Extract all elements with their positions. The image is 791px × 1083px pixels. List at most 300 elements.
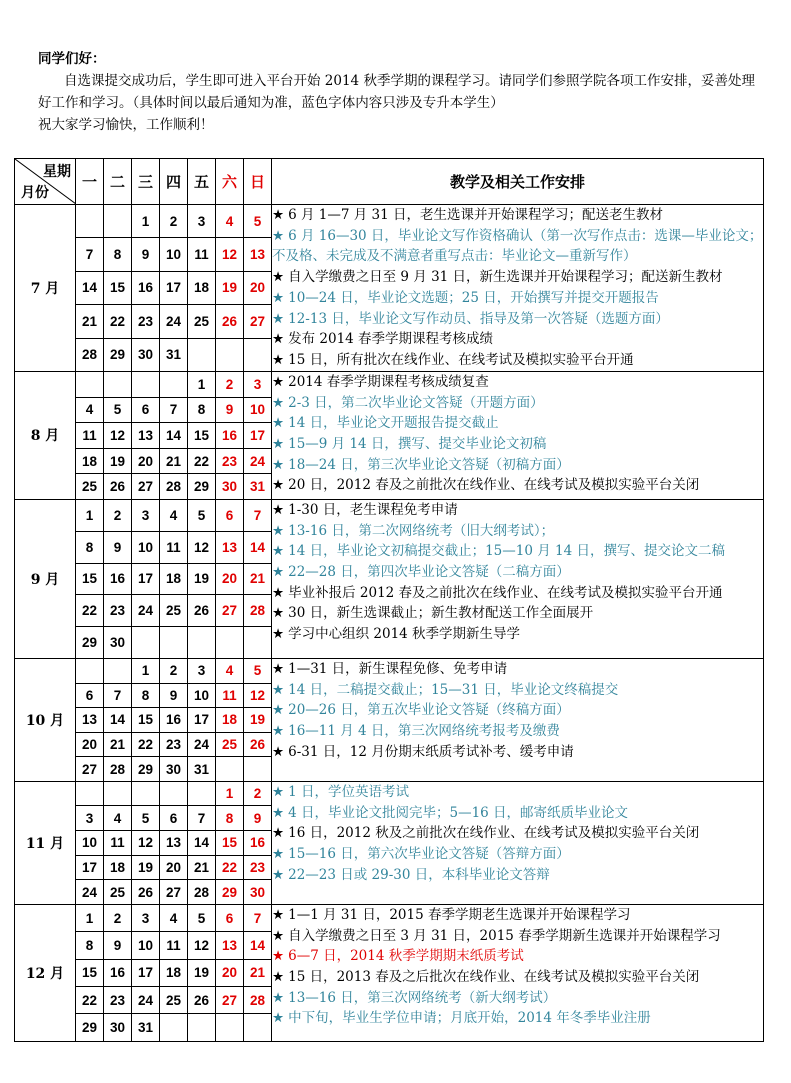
task-text: 6—7 日，2014 秋季学期期末纸质考试 xyxy=(288,948,524,965)
star-icon: ★ xyxy=(272,331,285,348)
day-cell xyxy=(160,371,188,397)
task-text: 2-3 日，第二次毕业论文答疑（开题方面） xyxy=(288,394,544,411)
day-cell: 31 xyxy=(188,757,216,782)
day-cell xyxy=(104,371,132,397)
day-cell: 12 xyxy=(188,531,216,563)
day-cell: 16 xyxy=(216,423,244,449)
day-cell xyxy=(244,1014,272,1041)
day-cell: 4 xyxy=(76,397,104,423)
week-row xyxy=(15,781,764,806)
day-cell: 7 xyxy=(76,238,104,271)
day-cell: 4 xyxy=(216,205,244,238)
day-cell: 11 xyxy=(76,423,104,449)
task-item xyxy=(272,541,763,562)
day-cell: 30 xyxy=(244,880,272,905)
day-cell: 21 xyxy=(76,305,104,338)
star-icon: ★ xyxy=(272,825,285,842)
schedule-table xyxy=(14,158,764,1042)
day-cell: 6 xyxy=(216,904,244,931)
day-cell: 25 xyxy=(160,595,188,627)
task-text: 自入学缴费之日至 3 月 31 日，2015 春季学期新生选课并开始课程学习 xyxy=(288,927,721,944)
day-cell: 10 xyxy=(132,531,160,563)
star-icon: ★ xyxy=(272,681,285,698)
day-cell: 10 xyxy=(132,932,160,959)
day-cell: 9 xyxy=(160,683,188,708)
day-cell: 18 xyxy=(160,563,188,595)
day-cell: 25 xyxy=(104,880,132,905)
day-cell: 31 xyxy=(244,474,272,500)
task-text: 中下旬，毕业生学位申请；月底开始，2014 年冬季毕业注册 xyxy=(288,1010,651,1027)
day-cell: 12 xyxy=(244,683,272,708)
star-icon: ★ xyxy=(272,989,285,1006)
task-text: 14 日，毕业论文初稿提交截止；15—10 月 14 日，撰写、提交论文二稿 xyxy=(288,543,725,560)
day-cell: 17 xyxy=(188,708,216,733)
day-cell xyxy=(160,781,188,806)
day-cell: 20 xyxy=(216,563,244,595)
day-cell: 8 xyxy=(76,531,104,563)
day-cell xyxy=(216,757,244,782)
day-cell: 2 xyxy=(244,781,272,806)
greeting: 同学们好： xyxy=(38,51,106,67)
day-cell: 30 xyxy=(104,627,132,659)
corner-header xyxy=(15,159,76,205)
month-tasks xyxy=(272,499,764,658)
day-cell xyxy=(104,781,132,806)
day-cell xyxy=(160,627,188,659)
task-item xyxy=(272,1008,763,1029)
day-cell: 21 xyxy=(160,448,188,474)
day-cell: 16 xyxy=(104,563,132,595)
month-tasks xyxy=(272,658,764,781)
day-cell: 5 xyxy=(188,499,216,531)
day-cell: 23 xyxy=(216,448,244,474)
task-item xyxy=(272,267,763,288)
task-item xyxy=(272,742,763,763)
star-icon: ★ xyxy=(272,501,285,518)
weekday-header: 一 xyxy=(76,159,104,205)
day-cell: 28 xyxy=(76,338,104,371)
month-tasks xyxy=(272,781,764,904)
day-cell: 26 xyxy=(216,305,244,338)
star-icon: ★ xyxy=(272,351,285,368)
day-cell: 29 xyxy=(188,474,216,500)
day-cell: 27 xyxy=(132,474,160,500)
day-cell: 16 xyxy=(104,959,132,986)
day-cell: 1 xyxy=(76,904,104,931)
star-icon: ★ xyxy=(272,948,285,965)
day-cell: 16 xyxy=(132,271,160,304)
day-cell xyxy=(132,371,160,397)
intro xyxy=(38,48,758,136)
day-cell xyxy=(216,627,244,659)
day-cell: 15 xyxy=(132,708,160,733)
day-cell: 3 xyxy=(76,806,104,831)
day-cell: 18 xyxy=(216,708,244,733)
day-cell: 22 xyxy=(132,732,160,757)
day-cell: 20 xyxy=(244,271,272,304)
day-cell: 17 xyxy=(160,271,188,304)
month-tasks xyxy=(272,904,764,1041)
day-cell: 28 xyxy=(160,474,188,500)
day-cell: 22 xyxy=(76,987,104,1014)
star-icon: ★ xyxy=(272,1010,285,1027)
day-cell: 23 xyxy=(104,595,132,627)
day-cell xyxy=(188,627,216,659)
day-cell: 3 xyxy=(244,371,272,397)
day-cell: 18 xyxy=(76,448,104,474)
task-text: 发布 2014 春季学期课程考核成绩 xyxy=(288,331,494,348)
day-cell: 10 xyxy=(76,831,104,856)
day-cell: 11 xyxy=(216,683,244,708)
task-item xyxy=(272,988,763,1009)
star-icon: ★ xyxy=(272,543,285,560)
day-cell: 6 xyxy=(76,683,104,708)
task-item xyxy=(272,865,763,886)
task-item xyxy=(272,624,763,645)
task-item xyxy=(272,583,763,604)
day-cell: 9 xyxy=(132,238,160,271)
day-cell xyxy=(76,658,104,683)
day-cell: 20 xyxy=(160,855,188,880)
task-text: 22—23 日或 29-30 日，本科毕业论文答辩 xyxy=(288,866,550,883)
star-icon: ★ xyxy=(272,804,285,821)
task-item xyxy=(272,309,763,330)
task-text: 18—24 日，第三次毕业论文答疑（初稿方面） xyxy=(288,456,570,473)
star-icon: ★ xyxy=(272,310,285,327)
task-item xyxy=(272,350,763,371)
day-cell: 25 xyxy=(76,474,104,500)
star-icon: ★ xyxy=(272,605,285,622)
week-row xyxy=(15,658,764,683)
day-cell: 15 xyxy=(76,959,104,986)
task-item xyxy=(272,803,763,824)
day-cell: 29 xyxy=(132,757,160,782)
task-item xyxy=(272,562,763,583)
day-cell: 26 xyxy=(132,880,160,905)
corner-week-label: 星期 xyxy=(43,164,71,180)
day-cell: 22 xyxy=(216,855,244,880)
star-icon: ★ xyxy=(272,866,285,883)
day-cell: 23 xyxy=(132,305,160,338)
day-cell: 16 xyxy=(160,708,188,733)
task-item xyxy=(272,455,763,476)
task-text: 15—16 日，第六次毕业论文答疑（答辩方面） xyxy=(288,845,570,862)
task-text: 15 日，所有批次在线作业、在线考试及模拟实验平台开通 xyxy=(288,351,634,368)
star-icon: ★ xyxy=(272,564,285,581)
day-cell: 28 xyxy=(244,987,272,1014)
week-row xyxy=(15,499,764,531)
task-text: 15—9 月 14 日，撰写、提交毕业论文初稿 xyxy=(288,436,547,453)
month-tasks xyxy=(272,205,764,372)
day-cell: 8 xyxy=(76,932,104,959)
star-icon: ★ xyxy=(272,660,285,677)
task-text: 1-30 日，老生课程免考申请 xyxy=(288,501,458,518)
day-cell: 21 xyxy=(104,732,132,757)
month-label: 7 月 xyxy=(15,205,76,372)
task-item xyxy=(272,823,763,844)
task-item xyxy=(272,844,763,865)
day-cell: 9 xyxy=(104,932,132,959)
day-cell: 2 xyxy=(104,499,132,531)
day-cell: 11 xyxy=(160,932,188,959)
day-cell: 24 xyxy=(160,305,188,338)
closing: 祝大家学习愉快，工作顺利！ xyxy=(38,117,214,133)
day-cell: 5 xyxy=(244,205,272,238)
day-cell: 19 xyxy=(216,271,244,304)
day-cell: 4 xyxy=(160,904,188,931)
day-cell xyxy=(216,1014,244,1041)
day-cell: 23 xyxy=(104,987,132,1014)
task-text: 毕业补报后 2012 春及之前批次在线作业、在线考试及模拟实验平台开通 xyxy=(288,584,723,601)
weekday-header: 五 xyxy=(188,159,216,205)
day-cell: 7 xyxy=(188,806,216,831)
weekday-header: 三 xyxy=(132,159,160,205)
day-cell: 29 xyxy=(104,338,132,371)
day-cell xyxy=(160,1014,188,1041)
day-cell: 24 xyxy=(244,448,272,474)
month-label: 8 月 xyxy=(15,371,76,499)
day-cell: 6 xyxy=(216,499,244,531)
day-cell: 19 xyxy=(132,855,160,880)
day-cell: 28 xyxy=(244,595,272,627)
day-cell: 3 xyxy=(132,904,160,931)
month-label: 10 月 xyxy=(15,658,76,781)
task-item xyxy=(272,393,763,414)
day-cell: 3 xyxy=(132,499,160,531)
day-cell xyxy=(244,757,272,782)
task-text: 20—26 日，第五次毕业论文答疑（终稿方面） xyxy=(288,702,570,719)
day-cell: 19 xyxy=(104,448,132,474)
day-cell: 24 xyxy=(188,732,216,757)
day-cell: 6 xyxy=(160,806,188,831)
day-cell: 10 xyxy=(244,397,272,423)
day-cell: 9 xyxy=(244,806,272,831)
day-cell: 5 xyxy=(132,806,160,831)
week-row xyxy=(15,371,764,397)
month-label: 11 月 xyxy=(15,781,76,904)
day-cell: 12 xyxy=(132,831,160,856)
day-cell: 3 xyxy=(188,205,216,238)
star-icon: ★ xyxy=(272,968,285,985)
star-icon: ★ xyxy=(272,845,285,862)
day-cell: 12 xyxy=(188,932,216,959)
day-cell xyxy=(76,205,104,238)
star-icon: ★ xyxy=(272,207,285,223)
day-cell: 23 xyxy=(244,855,272,880)
day-cell: 15 xyxy=(188,423,216,449)
day-cell: 8 xyxy=(104,238,132,271)
day-cell: 18 xyxy=(160,959,188,986)
day-cell: 15 xyxy=(216,831,244,856)
day-cell: 28 xyxy=(188,880,216,905)
day-cell: 8 xyxy=(188,397,216,423)
star-icon: ★ xyxy=(272,373,285,390)
month-label: 12 月 xyxy=(15,904,76,1041)
month-tasks xyxy=(272,371,764,499)
day-cell: 14 xyxy=(160,423,188,449)
star-icon: ★ xyxy=(272,927,285,944)
day-cell: 11 xyxy=(160,531,188,563)
day-cell: 24 xyxy=(132,595,160,627)
day-cell: 12 xyxy=(104,423,132,449)
day-cell: 21 xyxy=(244,563,272,595)
star-icon: ★ xyxy=(272,436,285,453)
weekday-header: 六 xyxy=(216,159,244,205)
task-text: 22—28 日，第四次毕业论文答疑（二稿方面） xyxy=(288,564,570,581)
task-text: 13—16 日，第三次网络统考（新大纲考试） xyxy=(288,989,557,1006)
day-cell: 7 xyxy=(104,683,132,708)
day-cell: 20 xyxy=(76,732,104,757)
task-item xyxy=(272,475,763,496)
day-cell: 26 xyxy=(244,732,272,757)
day-cell: 25 xyxy=(160,987,188,1014)
day-cell: 5 xyxy=(188,904,216,931)
day-cell xyxy=(244,338,272,371)
day-cell: 7 xyxy=(244,499,272,531)
day-cell: 27 xyxy=(244,305,272,338)
day-cell: 1 xyxy=(216,781,244,806)
day-cell: 7 xyxy=(160,397,188,423)
day-cell xyxy=(76,781,104,806)
star-icon: ★ xyxy=(272,906,285,923)
day-cell: 17 xyxy=(132,959,160,986)
task-item xyxy=(272,288,763,309)
star-icon: ★ xyxy=(272,584,285,601)
day-cell: 13 xyxy=(160,831,188,856)
task-text: 6 月 16—30 日，毕业论文写作资格确认（第一次写作点击：选课—毕业论文；不及格、未完成及不满意者重写点击：毕业论文—重新写作） xyxy=(272,227,763,265)
day-cell: 5 xyxy=(104,397,132,423)
task-item xyxy=(272,721,763,742)
star-icon: ★ xyxy=(272,626,285,643)
task-item xyxy=(272,372,763,393)
task-text: 12-13 日，毕业论文写作动员、指导及第一次答疑（选题方面） xyxy=(288,310,669,327)
day-cell xyxy=(188,338,216,371)
task-item xyxy=(272,946,763,967)
day-cell: 8 xyxy=(132,683,160,708)
day-cell: 2 xyxy=(160,658,188,683)
task-text: 2014 春季学期课程考核成绩复查 xyxy=(288,373,489,390)
star-icon: ★ xyxy=(272,477,285,494)
day-cell: 22 xyxy=(76,595,104,627)
task-item xyxy=(272,226,763,267)
week-row xyxy=(15,205,764,238)
intro-paragraph: 自选课提交成功后，学生即可进入平台开始 2014 秋季学期的课程学习。请同学们参照学院各项工作安排，妥善处理好工作和学习。（具体时间以最后通知为准，蓝色字体内容只涉及专升本学生） xyxy=(38,73,755,111)
task-text: 4 日，毕业论文批阅完毕；5—16 日，邮寄纸质毕业论文 xyxy=(288,804,629,821)
day-cell: 7 xyxy=(244,904,272,931)
day-cell: 14 xyxy=(76,271,104,304)
day-cell: 4 xyxy=(160,499,188,531)
day-cell: 11 xyxy=(104,831,132,856)
day-cell: 21 xyxy=(188,855,216,880)
day-cell xyxy=(188,781,216,806)
day-cell: 9 xyxy=(216,397,244,423)
day-cell: 2 xyxy=(104,904,132,931)
day-cell xyxy=(76,371,104,397)
day-cell: 8 xyxy=(216,806,244,831)
day-cell: 13 xyxy=(216,531,244,563)
task-item xyxy=(272,500,763,521)
day-cell: 26 xyxy=(188,987,216,1014)
task-item xyxy=(272,205,763,226)
day-cell: 25 xyxy=(188,305,216,338)
day-cell: 31 xyxy=(132,1014,160,1041)
task-item xyxy=(272,967,763,988)
task-item xyxy=(272,659,763,680)
task-item xyxy=(272,603,763,624)
day-cell: 4 xyxy=(104,806,132,831)
task-item xyxy=(272,782,763,803)
task-text: 16 日，2012 秋及之前批次在线作业、在线考试及模拟实验平台关闭 xyxy=(288,825,700,842)
task-item xyxy=(272,413,763,434)
day-cell: 30 xyxy=(160,757,188,782)
day-cell xyxy=(132,781,160,806)
day-cell xyxy=(188,1014,216,1041)
task-text: 10—24 日，毕业论文选题；25 日，开始撰写并提交开题报告 xyxy=(288,289,659,306)
week-row xyxy=(15,904,764,931)
star-icon: ★ xyxy=(272,415,285,432)
task-item xyxy=(272,329,763,350)
star-icon: ★ xyxy=(272,783,285,800)
task-text: 自入学缴费之日至 9 月 31 日，新生选课并开始课程学习；配送新生教材 xyxy=(288,269,723,286)
day-cell: 26 xyxy=(188,595,216,627)
day-cell: 5 xyxy=(244,658,272,683)
day-cell: 27 xyxy=(216,987,244,1014)
day-cell: 14 xyxy=(244,531,272,563)
weekday-header: 四 xyxy=(160,159,188,205)
day-cell: 1 xyxy=(132,205,160,238)
day-cell: 31 xyxy=(160,338,188,371)
day-cell: 1 xyxy=(188,371,216,397)
day-cell: 28 xyxy=(104,757,132,782)
day-cell: 29 xyxy=(216,880,244,905)
task-text: 14 日，二稿提交截止；15—31 日，毕业论文终稿提交 xyxy=(288,681,619,698)
star-icon: ★ xyxy=(272,269,285,286)
day-cell: 9 xyxy=(104,531,132,563)
weekday-header: 二 xyxy=(104,159,132,205)
day-cell: 15 xyxy=(76,563,104,595)
day-cell: 14 xyxy=(188,831,216,856)
task-item xyxy=(272,680,763,701)
day-cell: 30 xyxy=(132,338,160,371)
task-item xyxy=(272,521,763,542)
star-icon: ★ xyxy=(272,456,285,473)
day-cell: 13 xyxy=(216,932,244,959)
day-cell: 11 xyxy=(188,238,216,271)
day-cell: 2 xyxy=(216,371,244,397)
day-cell: 1 xyxy=(76,499,104,531)
day-cell: 1 xyxy=(132,658,160,683)
day-cell: 17 xyxy=(244,423,272,449)
day-cell: 23 xyxy=(160,732,188,757)
day-cell: 13 xyxy=(132,423,160,449)
day-cell: 18 xyxy=(104,855,132,880)
task-text: 14 日，毕业论文开题报告提交截止 xyxy=(288,415,499,432)
day-cell: 27 xyxy=(160,880,188,905)
day-cell: 18 xyxy=(188,271,216,304)
task-text: 15 日，2013 春及之后批次在线作业、在线考试及模拟实验平台关闭 xyxy=(288,968,700,985)
day-cell: 24 xyxy=(76,880,104,905)
task-text: 1 日，学位英语考试 xyxy=(288,783,409,800)
day-cell: 20 xyxy=(216,959,244,986)
star-icon: ★ xyxy=(272,723,285,740)
task-item xyxy=(272,926,763,947)
day-cell: 19 xyxy=(188,959,216,986)
day-cell: 19 xyxy=(244,708,272,733)
task-text: 学习中心组织 2014 秋季学期新生导学 xyxy=(288,626,521,643)
day-cell: 27 xyxy=(76,757,104,782)
day-cell xyxy=(132,627,160,659)
day-cell: 30 xyxy=(104,1014,132,1041)
